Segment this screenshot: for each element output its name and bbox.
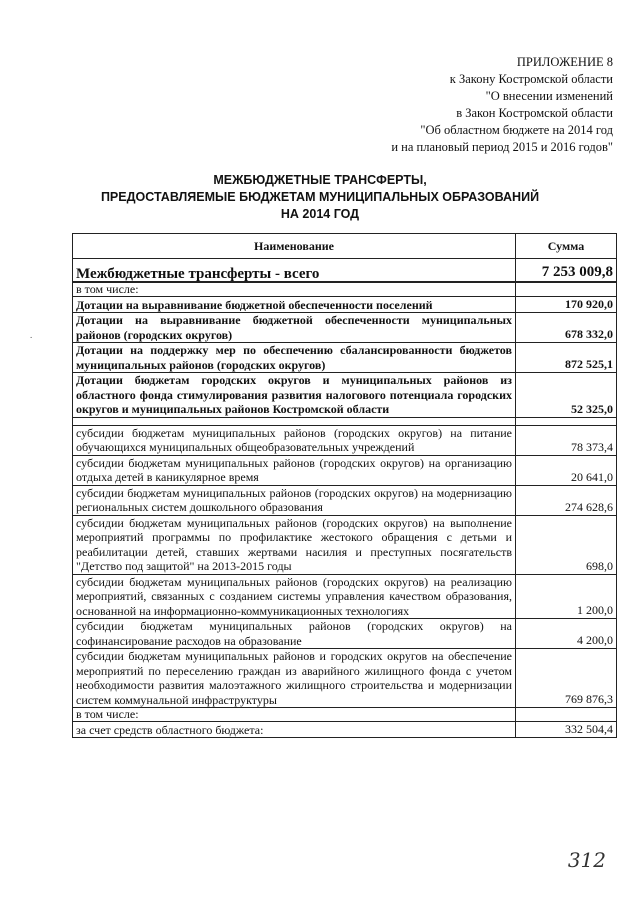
table-row [73, 574, 617, 619]
margin-mark: . [30, 330, 33, 340]
table-row [73, 282, 617, 297]
table-row [73, 485, 617, 515]
table-row [73, 515, 617, 574]
row-name: субсидии бюджетам муниципальных районов (городских округов) на софинансирование расходов на образование [73, 619, 516, 649]
title-line: ПРЕДОСТАВЛЯЕМЫЕ БЮДЖЕТАМ МУНИЦИПАЛЬНЫХ ОБРАЗОВАНИЙ [100, 190, 540, 204]
row-name: в том числе: [73, 282, 516, 297]
row-amount: 872 525,1 [516, 343, 617, 373]
transfers-table [72, 233, 617, 738]
header-line: ПРИЛОЖЕНИЕ 8 [516, 55, 613, 69]
table-row [73, 722, 617, 738]
row-name [73, 417, 516, 425]
row-amount: 7 253 009,8 [516, 259, 617, 283]
table-row [73, 373, 617, 418]
table-row [73, 455, 617, 485]
row-amount: 1 200,0 [516, 574, 617, 619]
row-name: Дотации бюджетам городских округов и муниципальных районов из областного фонда стимулирования развития налогового потенциала городских округов и муниципальных районов Костромской области [73, 373, 516, 418]
header-line: и на плановый период 2015 и 2016 годов" [391, 140, 613, 154]
table-row [73, 619, 617, 649]
row-amount: 170 920,0 [516, 297, 617, 313]
row-name: за счет средств областного бюджета: [73, 722, 516, 738]
table-row [73, 297, 617, 313]
table-row [73, 343, 617, 373]
page-number: 312 [567, 848, 606, 872]
table-row [73, 259, 617, 283]
row-name: субсидии бюджетам муниципальных районов (городских округов) на реализацию мероприятий, связанных с созданием системы управления качеством образования, основанной на информационно-коммуникационных технологиях [73, 574, 516, 619]
row-amount: 769 876,3 [516, 649, 617, 708]
row-name: субсидии бюджетам муниципальных районов (городских округов) на организацию отдыха детей в каникулярное время [73, 455, 516, 485]
row-name: субсидии бюджетам муниципальных районов и городских округов на обеспечение мероприятий по переселению граждан из аварийного жилищного фонда с учетом необходимости развития малоэтажного жилищного строительства и модернизации систем коммунальной инфраструктуры [73, 649, 516, 708]
row-amount: 52 325,0 [516, 373, 617, 418]
row-name: Дотации на выравнивание бюджетной обеспеченности муниципальных районов (городских округов) [73, 313, 516, 343]
table-row [73, 417, 617, 425]
appendix-header [391, 54, 613, 156]
title-line: НА 2014 ГОД [280, 207, 360, 221]
table-row [73, 313, 617, 343]
row-amount [516, 708, 617, 722]
row-name: Дотации на выравнивание бюджетной обеспеченности поселений [73, 297, 516, 313]
row-name: Межбюджетные трансферты - всего [73, 259, 516, 283]
header-line: к Закону Костромской области [449, 72, 613, 86]
row-amount: 4 200,0 [516, 619, 617, 649]
row-amount: 332 504,4 [516, 722, 617, 738]
row-name: субсидии бюджетам муниципальных районов (городских округов) на выполнение мероприятий программы по профилактике жестокого обращения с детьми и реабилитации детей, ставших жертвами насилия и преступных посягательств "Детство под защитой" на 2013-2015 годы [73, 515, 516, 574]
row-amount: 678 332,0 [516, 313, 617, 343]
row-name: Дотации на поддержку мер по обеспечению сбалансированности бюджетов муниципальных районов (городских округов) [73, 343, 516, 373]
table-header-row [73, 234, 617, 259]
row-name: субсидии бюджетам муниципальных районов (городских округов) на модернизацию региональных систем дошкольного образования [73, 485, 516, 515]
row-amount: 78 373,4 [516, 425, 617, 455]
document-title [0, 172, 640, 223]
row-amount: 20 641,0 [516, 455, 617, 485]
row-amount [516, 417, 617, 425]
row-amount [516, 282, 617, 297]
row-amount: 274 628,6 [516, 485, 617, 515]
row-name: в том числе: [73, 708, 516, 722]
header-line: в Закон Костромской области [456, 106, 613, 120]
header-line: "Об областном бюджете на 2014 год [420, 123, 613, 137]
table-row [73, 425, 617, 455]
header-line: "О внесении изменений [485, 89, 613, 103]
column-header-amount: Сумма [516, 234, 617, 259]
title-line: МЕЖБЮДЖЕТНЫЕ ТРАНСФЕРТЫ, [213, 173, 427, 187]
column-header-name: Наименование [73, 234, 516, 259]
table-body [73, 259, 617, 738]
row-amount: 698,0 [516, 515, 617, 574]
table-row [73, 649, 617, 708]
row-name: субсидии бюджетам муниципальных районов (городских округов) на питание обучающихся муниципальных общеобразовательных учреждений [73, 425, 516, 455]
table-row [73, 708, 617, 722]
